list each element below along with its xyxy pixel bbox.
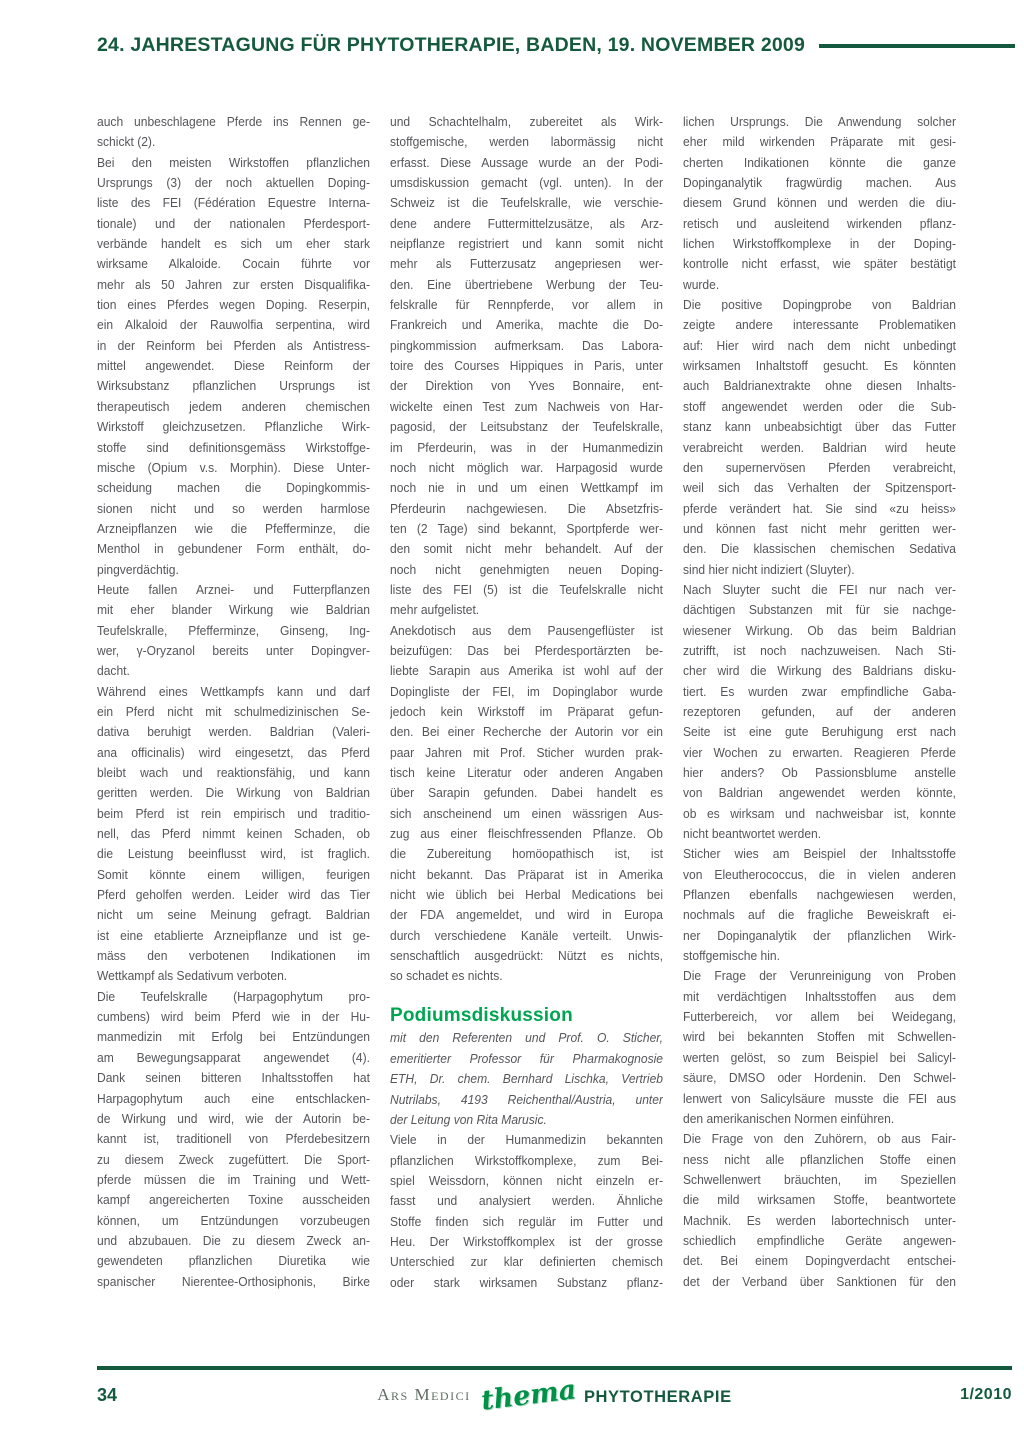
text-line: Pferdeurin nachgewiesen. Die Absetzfris- (390, 500, 664, 516)
text-line: nicht bekannt. Das Präparat ist in Amerika (390, 866, 664, 882)
text-line: die mild wirksamen Stoffe, beantwortete (683, 1192, 957, 1208)
text-line: tion eines Pferdes wegen Doping. Reserpin, (97, 297, 371, 313)
text-line: sionen nicht und so werden harmlose (97, 500, 371, 516)
text-line: den supernervösen Pferden verabreicht, (683, 459, 957, 475)
text-line: mehr aufgelistet. (390, 602, 480, 618)
text-line: und abzubauen. Die zu diesem Zweck an- (97, 1232, 371, 1248)
text-line: scheidung machen die Dopingkommis- (97, 480, 371, 496)
text-line: zug aus einer fleischfressenden Pflanze. Ob (390, 826, 664, 842)
article-column-3 (683, 112, 956, 1293)
text-line: cherten Indikationen könnte die ganze (683, 154, 957, 170)
text-line: Ursprungs (3) der noch aktuellen Doping- (97, 175, 371, 191)
footer-row (97, 1373, 1012, 1417)
text-line: zutrifft, ist noch nachzuweisen. Nach Sti- (683, 642, 957, 658)
text-line: dativa beruhigt werden. Baldrian (Valeri- (97, 724, 371, 740)
text-line: auf: Hier wird nach dem nicht unbedingt (683, 337, 957, 353)
text-line: kampf angereicherten Toxine ausscheiden (97, 1192, 371, 1208)
text-line: im Pferdeurin, was in der Humanmedizin (390, 439, 664, 455)
footer-rule (97, 1366, 1012, 1370)
text-line: noch nicht möglich war. Harpagosid wurde (390, 459, 664, 475)
text-line: retisch und ausleitend wirkenden pflanz- (683, 215, 957, 231)
text-line: neipflanze registriert und kann somit nicht (390, 236, 664, 252)
text-line: liste des FEI (Fédération Equestre Interna- (97, 195, 371, 211)
text-line: tiert. Es wurden zwar empfindliche Gaba- (683, 683, 957, 699)
text-line: Die Teufelskralle (Harpagophytum pro- (97, 988, 371, 1004)
text-line: der Leitung von Rita Marusic. (390, 1111, 547, 1127)
text-line: stoffe sind definitionsgemäss Wirkstoffge- (97, 439, 371, 455)
text-line: Wirkstoff gleichzusetzen. Pflanzliche Wirk- (97, 419, 371, 435)
text-line: toire des Courses Hippiques in Paris, unter (390, 358, 664, 374)
text-line: vier Wochen zu erwarten. Reagieren Pferde (683, 744, 957, 760)
text-line: wirksamen Inhaltstoff gesucht. Es könnten (683, 358, 957, 374)
text-line: zu diesem Zweck zugefüttert. Die Sport- (97, 1151, 371, 1167)
text-line: ner Dopinganalytik der pflanzlichen Wirk- (683, 927, 957, 943)
text-line: wird bei bekannten Stoffen mit Schwellen- (683, 1029, 957, 1045)
text-line: Wettkampf als Sedativum verboten. (97, 968, 288, 984)
text-line: mittel angewendet. Diese Reinform der (97, 358, 371, 374)
text-line: Machnik. Es werden labortechnisch unter- (683, 1212, 957, 1228)
text-line: über Sarapin gefunden. Dabei handelt es (390, 785, 664, 801)
text-line: fasst und analysiert werden. Ähnliche (390, 1193, 664, 1209)
text-line: stoff angewendet werden oder die Sub- (683, 398, 957, 414)
text-line: Schwellenwert bräuchten, im Speziellen (683, 1171, 957, 1187)
text-line: Wirksubstanz pflanzlichen Ursprungs ist (97, 378, 371, 394)
text-line: am Bewegungsapparat angewendet (4). (97, 1049, 371, 1065)
text-line: Die Frage der Verunreinigung von Proben (683, 968, 957, 984)
section-title: PHYTOTHERAPIE (583, 1387, 732, 1406)
text-line: die Zubereitung homöopathisch ist, ist (390, 846, 664, 862)
text-line: Nach Sluyter sucht die FEI nur nach ver- (683, 581, 957, 597)
text-line: spiel Weissdorn, können nicht einzeln er- (390, 1172, 664, 1188)
text-line: mäss den verbotenen Indikationen im (97, 948, 371, 964)
article-body (97, 112, 956, 1293)
text-line: beizufügen: Das bei Pferdesportärzten be- (390, 642, 664, 658)
journal-logo (217, 1373, 892, 1417)
text-line: stoffgemische hin. (683, 948, 780, 964)
text-line: ness nicht alle pflanzlichen Stoffe einen (683, 1151, 957, 1167)
text-line: wiesener Wirkung. Ob das beim Baldrian (683, 622, 957, 638)
text-line: ana officinalis) wird eingesetzt, das Pferd (97, 744, 371, 760)
text-line: säure, DMSO oder Hordenin. Den Schwel- (683, 1070, 957, 1086)
text-line: verabreicht werden. Baldrian wird heute (683, 439, 957, 455)
text-line: Viele in der Humanmedizin bekannten (390, 1132, 664, 1148)
text-line: sind hier nicht indiziert (Sluyter). (683, 561, 855, 577)
text-line: Somit könnte einem willigen, feurigen (97, 866, 371, 882)
text-line: umsdiskussion gemacht (vgl. unten). In der (390, 175, 664, 191)
text-line: Pflanzen ebenfalls nachgewiesen werden, (683, 887, 957, 903)
text-line: lichen Ursprungs. Die Anwendung solcher (683, 114, 957, 129)
text-line: de Wirkung und wird, wie der Autorin be- (97, 1110, 371, 1126)
text-line: geritten werden. Die Wirkung von Baldrian (97, 785, 371, 801)
text-line: Heute fallen Arznei- und Futterpflanzen (97, 581, 371, 597)
text-line: Dopinganalytik fragwürdig machen. Aus (683, 175, 957, 191)
text-line: pflanzlichen Wirkstoffkomplexe, zum Bei- (390, 1152, 664, 1168)
text-line: den. Die klassischen chemischen Sedativa (683, 541, 957, 557)
text-line: Nutrilabs, 4193 Reichenthal/Austria, unter (390, 1091, 664, 1107)
text-line: so schadet es nichts. (390, 968, 503, 984)
text-line: und können fast nicht mehr geritten wer- (683, 520, 957, 536)
text-line: Stoffe finden sich regulär im Futter und (390, 1213, 664, 1229)
text-line: ob es wirksam und nachweisbar ist, konnte (683, 805, 957, 821)
text-line: lichen Wirkstoffkomplexe in der Doping- (683, 236, 957, 252)
text-line: von Baldrian angewendet werden könnte, (683, 785, 957, 801)
text-line: mehr als Futterzusatz angepriesen wer- (390, 256, 664, 272)
header-rule (819, 44, 1015, 48)
text-line: und Schachtelhalm, zubereitet als Wirk- (390, 114, 664, 129)
text-line: dacht. (97, 663, 130, 679)
text-line: Dopingliste der FEI, im Dopinglabor wurde (390, 683, 664, 699)
text-line: cher wird die Wirkung des Baldrians disku- (683, 663, 957, 679)
article-column-2 (390, 112, 663, 1293)
text-line: rezeptoren gefunden, auf der anderen (683, 703, 957, 719)
text-line: felskralle für Rennpferde, vor allem in (390, 297, 664, 313)
text-line: beim Pferd ist rein empirisch und traditio- (97, 805, 371, 821)
text-line: den. Eine übertriebene Werbung der Teu- (390, 276, 664, 292)
text-line: tisch keine Literatur oder anderen Angaben (390, 765, 664, 780)
thema-script-logo: thema (479, 1373, 578, 1417)
text-line: pingkommission aufmerksam. Das Labora- (390, 337, 664, 353)
text-line: cumbens) wird beim Pferd wie in der Hu- (97, 1009, 371, 1025)
text-line: mehr als 50 Jahren zur ersten Disqualifika- (97, 276, 371, 292)
text-line: manmedizin mit Erfolg bei Entzündungen (97, 1029, 371, 1045)
text-line: die Leistung beeinflusst wird, ist fraglich. (97, 846, 371, 862)
page-number: 34 (97, 1384, 118, 1405)
text-line: Menthol in gebundener Form enthält, do- (97, 541, 371, 557)
text-line: auch unbeschlagene Pferde ins Rennen ge- (97, 114, 371, 129)
text-line: nochmals auf die fragliche Beweiskraft ei- (683, 907, 957, 923)
text-line: mische (Opium v.s. Morphin). Diese Unter- (97, 459, 371, 475)
text-line: Anekdotisch aus dem Pausengeflüster ist (390, 622, 664, 638)
text-line: wickelte einen Test zum Nachweis von Har- (390, 398, 664, 414)
text-line: noch nicht genehmigten neuen Doping- (390, 561, 664, 577)
text-line: kontrolle nicht erfasst, wie später bestätigt (683, 256, 957, 272)
article-column-1 (97, 112, 370, 1293)
text-line: dächtigen Substanzen mit für sie nachge- (683, 602, 957, 618)
text-line: det. Bei einem Dopingverdacht entschei- (683, 1253, 957, 1269)
section-heading: Podiumsdiskussion (390, 1005, 573, 1027)
text-line: Sticher wies am Beispiel der Inhaltsstoffe (683, 846, 957, 862)
text-line: erfasst. Diese Aussage wurde an der Podi- (390, 154, 664, 170)
text-line: wurde. (683, 276, 720, 292)
text-line: ein Alkaloid der Rauwolfia serpentina, wird (97, 317, 371, 333)
page-header (97, 34, 1015, 57)
text-line: stoffgemische, werden labormässig nicht (390, 134, 664, 150)
text-line: der Direktion von Yves Bonnaire, ent- (390, 378, 664, 394)
text-line: ist eine etablierte Arzneipflanze und ist ge- (97, 927, 371, 943)
text-line: mit verdächtigen Inhaltsstoffen aus dem (683, 988, 957, 1004)
text-line: Teufelskralle, Pfefferminze, Ginseng, Ing- (97, 622, 371, 638)
text-line: emeritierter Professor für Pharmakognosie (390, 1050, 664, 1066)
text-line: ETH, Dr. chem. Bernhard Lischka, Vertrieb (390, 1071, 664, 1087)
text-line: den. Bei einer Recherche der Autorin vor ein (390, 724, 664, 740)
text-line: Bei den meisten Wirkstoffen pflanzlichen (97, 154, 371, 170)
text-line: Arzneipflanzen wie die Pfefferminze, die (97, 520, 371, 536)
text-line: pferde müssen die im Training und Wett- (97, 1171, 371, 1187)
text-line: Frankreich und Amerika, machte die Do- (390, 317, 664, 333)
text-line: eher mild wirkenden Präparate mit gesi- (683, 134, 957, 150)
text-line: mit eher blander Wirkung wie Baldrian (97, 602, 371, 618)
text-line: verbände handelt es sich um eher stark (97, 236, 371, 252)
text-line: Unterschied zur klar definierten chemisch (390, 1254, 664, 1270)
text-line: Die positive Dopingprobe von Baldrian (683, 297, 957, 313)
text-line: Heu. Der Wirkstoffkomplex ist der grosse (390, 1233, 664, 1249)
text-line: dene andere Futtermittelzusätze, als Arz- (390, 215, 664, 231)
text-line: weil sich das Verhalten der Spitzensport- (683, 480, 957, 496)
text-line: senschaftlich ausgedrückt: Nützt es nichts, (390, 948, 664, 964)
text-line: Seite ist eine gute Beruhigung erst nach (683, 724, 957, 740)
text-line: nicht um seine Meinung gefragt. Baldrian (97, 907, 371, 923)
text-line: Die Frage von den Zuhörern, ob aus Fair- (683, 1131, 957, 1147)
text-line: den amerikanischen Normen einführen. (683, 1110, 895, 1126)
text-line: mit den Referenten und Prof. O. Sticher, (390, 1030, 664, 1046)
text-line: liebte Sarapin aus Amerika ist wohl auf der (390, 663, 664, 679)
text-line: hier anders? Ob Passionsblume anstelle (683, 765, 957, 780)
text-line: wirksame Alkaloide. Cocain führte vor (97, 256, 371, 272)
text-line: lenwert von Salicylsäure musste die FEI aus (683, 1090, 957, 1106)
text-line: der FDA angemeldet, und wird in Europa (390, 907, 664, 923)
text-line: sich anscheinend um einen wässrigen Aus- (390, 805, 664, 821)
text-line: durch verschiedene Kanäle verteilt. Unwis- (390, 927, 664, 943)
text-line: Futterbereich, vor allem bei Weidegang, (683, 1009, 957, 1025)
text-line: den somit nicht mehr behandelt. Auf der (390, 541, 664, 557)
text-line: schickt (2). (97, 134, 156, 150)
text-line: oder stark wirksamen Substanz pflanz- (390, 1274, 664, 1290)
text-line: kannt ist, traditionell von Pferdebesitzern (97, 1131, 371, 1147)
text-line: nicht beantwortet werden. (683, 826, 822, 842)
text-line: det der Verband über Sanktionen für den (683, 1273, 957, 1289)
ars-medici-wordmark: Ars Medici (377, 1385, 471, 1404)
page-footer (97, 1366, 1012, 1417)
text-line: diesem Grund können und werden die diu- (683, 195, 957, 211)
text-line: liste des FEI (5) ist die Teufelskralle nicht (390, 581, 664, 597)
text-line: bleibt wach und reaktionsfähig, und kann (97, 765, 371, 780)
text-line: auch Baldrianextrakte ohne diesen Inhalts- (683, 378, 957, 394)
text-line: Dank seinen bitteren Inhaltsstoffen hat (97, 1070, 371, 1086)
text-line: spanischer Nierentee-Orthosiphonis, Birke (97, 1273, 371, 1289)
text-line: ten (2 Tage) sind bekannt, Sportpferde wer- (390, 520, 664, 536)
text-line: tionale) und der nationalen Pferdesport- (97, 215, 371, 231)
text-line: nicht wie üblich bei Herbal Medications bei (390, 887, 664, 903)
text-line: schiedlich empfindliche Geräte angewen- (683, 1232, 957, 1248)
text-line: pagosid, der Leitsubstanz der Teufelskralle, (390, 419, 664, 435)
text-line: paar Jahren mit Prof. Sticher wurden prak- (390, 744, 664, 760)
text-line: gewendeten pflanzlichen Diuretika wie (97, 1253, 371, 1269)
text-line: Pferd geholfen werden. Leider wird das Tier (97, 887, 371, 903)
text-line: pferde verändert hat. Sie sind «zu heiss» (683, 500, 957, 516)
issue-number: 1/2010 (960, 1386, 1012, 1403)
text-line: noch nie in und um einen Wettkampf im (390, 480, 664, 496)
page-title: 24. JAHRESTAGUNG FÜR PHYTOTHERAPIE, BADEN, 19. NOVEMBER 2009 (97, 34, 806, 56)
text-line: in der Reinform bei Pferden als Antistress- (97, 337, 371, 353)
text-line: therapeutisch jedem anderen chemischen (97, 398, 371, 414)
text-line: zeigte andere interessante Problematiken (683, 317, 957, 333)
text-line: Schweiz ist die Teufelskralle, wie verschie- (390, 195, 664, 211)
text-line: Während eines Wettkampfs kann und darf (97, 683, 371, 699)
text-line: nell, das Pferd nimmt keinen Schaden, ob (97, 826, 371, 842)
text-line: von Eleutherococcus, die in vielen anderen (683, 866, 957, 882)
text-line: stanz kann unbeabsichtigt über das Futter (683, 419, 957, 435)
text-line: können, um Entzündungen vorzubeugen (97, 1212, 371, 1228)
text-line: Harpagophytum auch eine entschlacken- (97, 1090, 371, 1106)
text-line: pingverdächtig. (97, 561, 179, 577)
text-line: jedoch kein Wirkstoff im Präparat gefun- (390, 703, 664, 719)
text-line: wer, γ-Oryzanol bereits unter Dopingver- (97, 642, 371, 658)
text-line: ein Pferd nicht mit schulmedizinischen Se- (97, 703, 371, 719)
text-line: werten gelöst, so zum Beispiel bei Salicyl- (683, 1049, 957, 1065)
